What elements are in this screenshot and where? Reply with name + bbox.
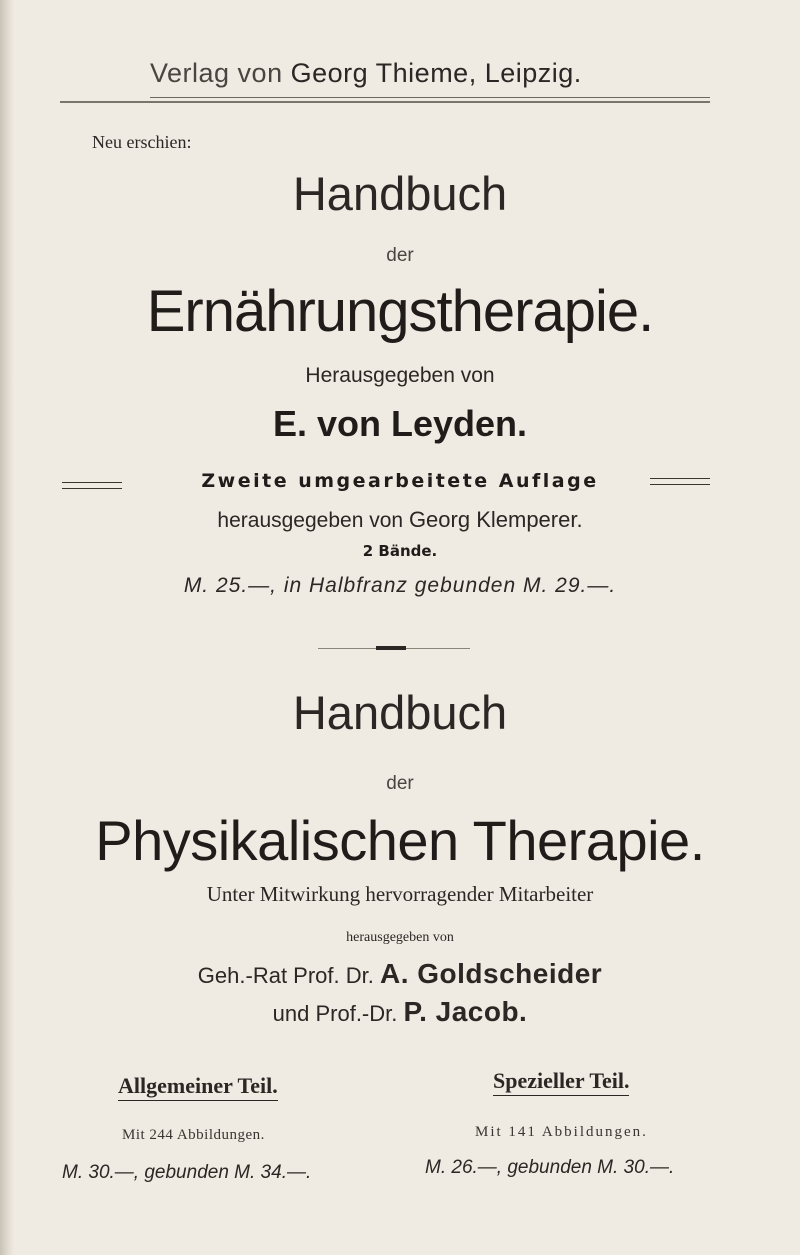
book1-edition-editor: Georg Klemperer. bbox=[408, 507, 583, 532]
book2-title-line3: Physikalischen Therapie. bbox=[95, 809, 705, 872]
book2-editor2 bbox=[0, 996, 800, 1028]
book2-contributors: Unter Mitwirkung hervorragender Mitarbeiter bbox=[206, 882, 594, 906]
book1-volumes: 2 Bände. bbox=[362, 542, 438, 560]
book1-editor: E. von Leyden. bbox=[272, 403, 528, 444]
book2-editor1-prefix: Geh.-Rat Prof. Dr. bbox=[197, 963, 374, 988]
book2-editor1 bbox=[0, 958, 800, 990]
part1-heading: Allgemeiner Teil. bbox=[118, 1073, 278, 1101]
book2-editor2-prefix: und Prof.-Dr. bbox=[272, 1001, 398, 1026]
book1-price: M. 25.—, in Halbfranz gebunden M. 29.—. bbox=[183, 574, 617, 597]
book2-title-line2: der bbox=[386, 773, 414, 794]
part1-price: M. 30.—, gebunden M. 34.—. bbox=[62, 1162, 312, 1183]
book1-editor-label: Herausgegeben von bbox=[305, 364, 495, 387]
book1-title-line1: Handbuch bbox=[292, 167, 508, 220]
part2-heading: Spezieller Teil. bbox=[493, 1068, 629, 1096]
book1-title-line3: Ernährungstherapie. bbox=[146, 279, 654, 344]
book1-edition: Zweite umgearbeitete Auflage bbox=[201, 470, 599, 492]
book1-edition-editor-prefix: herausgegeben von bbox=[217, 509, 404, 532]
publisher-name: Georg Thieme, Leipzig. bbox=[290, 58, 582, 88]
book1-edition-editor-line bbox=[0, 507, 800, 533]
edition-rule-right bbox=[650, 478, 710, 485]
book2-editor1-name: A. Goldscheider bbox=[379, 958, 603, 989]
announcement: Neu erschien: bbox=[92, 132, 192, 152]
publisher-prefix: Verlag von bbox=[150, 58, 283, 88]
book2-editor-label: herausgegeben von bbox=[346, 930, 454, 945]
part1-illustrations: Mit 244 Abbildungen. bbox=[122, 1127, 265, 1143]
part2-illustrations: Mit 141 Abbildungen. bbox=[475, 1124, 648, 1140]
book1-title-line2: der bbox=[386, 245, 414, 266]
book2-title-line1: Handbuch bbox=[292, 686, 508, 739]
part2-price: M. 26.—, gebunden M. 30.—. bbox=[425, 1157, 675, 1178]
book2-editor2-name: P. Jacob. bbox=[403, 996, 528, 1027]
header-rule bbox=[60, 101, 710, 103]
publisher-line bbox=[150, 58, 710, 98]
section-separator-mark bbox=[376, 646, 406, 650]
